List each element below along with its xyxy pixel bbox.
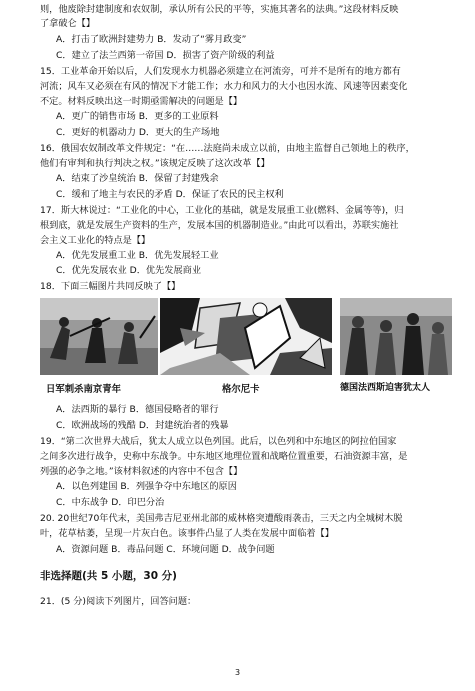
- option-line: A．更广的销售市场 B．更多的工业原料: [56, 111, 219, 122]
- page-number: 3: [234, 668, 241, 677]
- text-line: 会主义工业化的特点是【】: [40, 235, 151, 246]
- option-line: C．缓和了地主与农民的矛盾 D．保证了农民的民主权利: [56, 189, 284, 200]
- question-19: 19．“第二次世界大战后，犹太人成立以色列国。此后，以色列和中东地区的阿拉伯国家: [40, 436, 397, 447]
- option-line: C．优先发展农业 D．优先发展商业: [56, 265, 202, 276]
- text-line: 河流；风车又必须在有风的情况下才能工作；水力和风力的大小也因水流、风速等因素变化: [40, 81, 408, 92]
- text-line: 列强的必争之地。”该材料叙述的内容中不包含【】: [40, 466, 243, 477]
- question-16: 16．俄国农奴制改革文件规定：“在……法庭尚未成立以前，由地主监督自己领地上的秩序，: [40, 143, 415, 154]
- question-17: 17．斯大林说过：“工业化的中心，工业化的基础，就是发展重工业(燃料、金属等等)，归: [40, 205, 404, 216]
- question-18: 18．下面三幅图片共同反映了【】: [40, 281, 181, 292]
- text-line: 根到底，就是发展生产资料的生产，发展本国的机器制造业。”由此可以看出，苏联实施社: [40, 220, 399, 231]
- photo-guernica: [160, 298, 332, 375]
- photo-nanjing-image: [40, 298, 158, 375]
- option-line: A．资源问题 B．毒品问题 C．环境问题 D．战争问题: [56, 544, 275, 555]
- question-20: 20. 20世纪70年代末，美国弗吉尼亚州北部的威林格突遭酸雨袭击，三天之内全城树木脱: [40, 513, 403, 524]
- photo-nanjing: [40, 298, 158, 375]
- option-line: C．欧洲战场的残酷 D．封建统治者的残暴: [56, 420, 229, 431]
- photo-persecution-image: [340, 298, 452, 375]
- question-15: 15．工业革命开始以后，人们发现水力机器必须建立在河流旁，可并不是所有的地方都有: [40, 66, 401, 77]
- question-21: 21．(5 分)阅读下列图片，回答问题：: [40, 596, 197, 607]
- photo-guernica-image: [160, 298, 332, 375]
- caption-guernica: 格尔尼卡: [222, 384, 260, 395]
- text-line: 不定。材料反映出这一时期亟需解决的问题是【】: [40, 96, 243, 107]
- photo-persecution: [340, 298, 452, 375]
- option-line: C．中东战争 D．印巴分治: [56, 497, 165, 508]
- caption-persecution: 德国法西斯迫害犹太人: [340, 383, 431, 393]
- text-line: 了拿破仑【】: [40, 18, 96, 29]
- option-line: C．建立了法兰西第一帝国 D．损害了资产阶级的利益: [56, 50, 275, 61]
- option-line: A．法西斯的暴行 B．德国侵略者的罪行: [56, 404, 219, 415]
- option-line: A．打击了欧洲封建势力 B．发动了“雾月政变”: [56, 34, 247, 45]
- text-line: 之间多次进行战争，史称中东战争。中东地区地理位置和战略位置重要，石油资源丰富，是: [40, 451, 408, 462]
- section-heading: 非选择题(共 5 小题，30 分): [40, 570, 177, 582]
- option-line: A．以色列建国 B．列强争夺中东地区的原因: [56, 481, 237, 492]
- option-line: A．优先发展重工业 B．优先发展轻工业: [56, 250, 219, 261]
- text-line: 则，他废除封建制度和农奴制，承认所有公民的平等，实施其著名的法典。”这段材料反映: [40, 4, 399, 15]
- option-line: A．结束了沙皇统治 B．保留了封建残余: [56, 173, 219, 184]
- option-line: C．更好的机器动力 D．更大的生产场地: [56, 127, 220, 138]
- text-line: 叶，花草枯萎，呈现一片灰白色。该事件凸显了人类在发展中面临着【】: [40, 528, 334, 539]
- text-line: 他们有审判和执行判决之权。”该规定反映了这次改革【】: [40, 158, 270, 169]
- caption-nanjing: 日军刺杀南京青年: [46, 384, 122, 395]
